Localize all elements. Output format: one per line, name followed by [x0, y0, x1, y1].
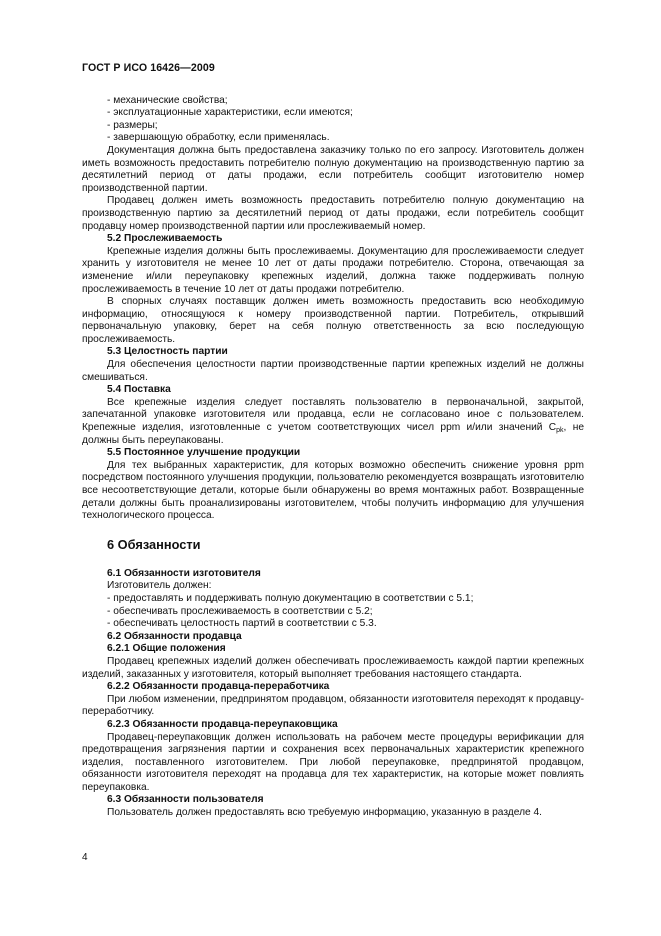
paragraph: Крепежные изделия должны быть прослеживаемы. Документацию для прослеживаемости следует хранить у изготовителя не менее 10 лет от даты продажи потребителю. Сторона, отвечающая за изменение и/или переупаковку крепежных изделий, должна также поддерживать полную прослеживаемость в течение 10 лет от даты продажи потребителю.	[82, 245, 584, 295]
page-number: 4	[82, 852, 88, 863]
paragraph: Для обеспечения целостности партии производственные партии крепежных изделий не должны смешиваться.	[82, 359, 584, 383]
section-heading-5-4: 5.4 Поставка	[107, 384, 171, 396]
paragraph: Изготовитель должен:	[107, 580, 212, 592]
section-heading-5-2: 5.2 Прослеживаемость	[107, 233, 223, 245]
paragraph: Документация должна быть предоставлена заказчику только по его запросу. Изготовитель должен иметь возможность предоставить потребителю полную документацию на производственную партию за десятилетний период от даты продажи, если потребитель сообщит изготовителю номер производственной партии.	[82, 144, 584, 194]
paragraph: Для тех выбранных характеристик, для которых возможно обеспечить снижение уровня ppm посредством постоянного улучшения продукции, пользователю рекомендуется возвращать изготовителю все несоответствующие детали, которые были обнаружены во время монтажных работ. Возвращенные детали должны быть проанализированы изготовителем, чтобы получить информацию для улучшения технологического процесса.	[82, 459, 584, 522]
section-heading-5-3: 5.3 Целостность партии	[107, 346, 228, 358]
list-item: - обеспечивать целостность партий в соответствии с 5.3.	[107, 618, 377, 630]
subscript: pk	[556, 427, 564, 435]
paragraph: Продавец крепежных изделий должен обеспечивать прослеживаемость каждой партии крепежных изделий, заказанных у изготовителя, который выполняет требования настоящего стандарта.	[82, 655, 584, 680]
document-header: ГОСТ Р ИСО 16426—2009	[82, 62, 215, 74]
paragraph: Продавец должен иметь возможность предоставить потребителю полную документацию на производственную партию за десятилетний период от даты продажи, если потребитель сообщит продавцу номер производственной партии или прослеживаемый номер.	[82, 195, 584, 232]
paragraph: При любом изменении, предпринятом продавцом, обязанности изготовителя переходят к продавцу-переработчику.	[82, 693, 584, 718]
section-heading-6-3: 6.3 Обязанности пользователя	[107, 794, 264, 806]
section-heading-6-2-2: 6.2.2 Обязанности продавца-переработчика	[107, 681, 330, 693]
section-heading-6: 6 Обязанности	[107, 536, 201, 552]
list-item: - механические свойства;	[107, 94, 228, 106]
list-item: - предоставлять и поддерживать полную документацию в соответствии с 5.1;	[107, 592, 474, 604]
section-heading-6-2-1: 6.2.1 Общие положения	[107, 643, 226, 655]
text-run: , не должны быть переупакованы.	[82, 422, 584, 446]
document-page	[82, 62, 584, 820]
section-heading-5-5: 5.5 Постоянное улучшение продукции	[107, 447, 301, 459]
paragraph	[82, 397, 584, 447]
paragraph: В спорных случаях поставщик должен иметь возможность предоставить всю необходимую информацию, относящуюся к номеру производственной партии. Потребитель, открывший первоначальную упаковку, берет на себя полную ответственность за всю последующую прослеживаемость.	[82, 296, 584, 345]
list-item: - обеспечивать прослеживаемость в соответствии с 5.2;	[107, 605, 373, 617]
list-item: - эксплуатационные характеристики, если имеются;	[107, 107, 353, 119]
section-heading-6-2: 6.2 Обязанности продавца	[107, 630, 242, 642]
list-item: - размеры;	[107, 119, 158, 131]
paragraph: Продавец-переупаковщик должен использовать на рабочем месте процедуры верификации для предотвращения загрязнения партии и сохранения всех первоначальных характеристик крепежного изделия, поставленного изготовителем. При любой переупаковке, предпринятой продавцом, обязанности изготовителя переходят на продавца для тех характеристик, на которые может повлиять переупаковка.	[82, 731, 584, 793]
section-heading-6-2-3: 6.2.3 Обязанности продавца-переупаковщика	[107, 718, 338, 730]
paragraph: Пользователь должен предоставлять всю требуемую информацию, указанную в разделе 4.	[107, 807, 542, 819]
list-item: - завершающую обработку, если применялась.	[107, 132, 330, 144]
section-heading-6-1: 6.1 Обязанности изготовителя	[107, 567, 261, 579]
text-run: Все крепежные изделия следует поставлять пользователю в первоначальной, закрытой, запечатанной упаковке изготовителя или продавца, если не согласовано иное с пользователем. Крепежные изделия, изготовленные с учетом соответствующих чисел ppm и/или значений C	[82, 396, 584, 434]
